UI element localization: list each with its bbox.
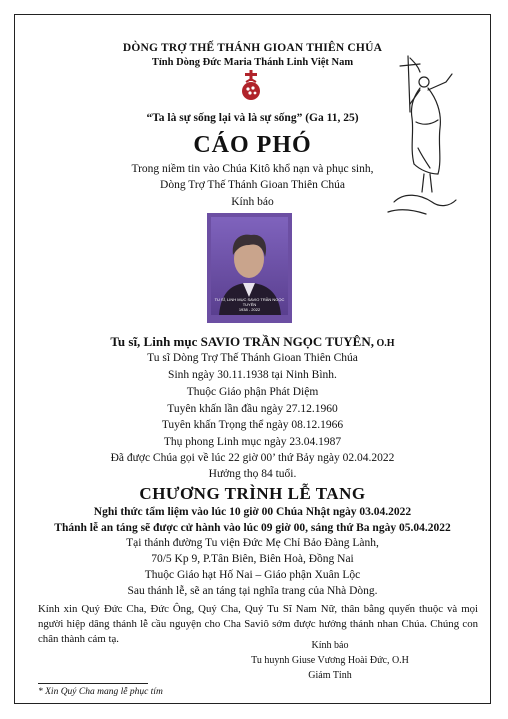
deceased-name <box>14 334 491 350</box>
detail-line-7: Đã được Chúa gọi về lúc 22 giờ 00’ thứ Bảy ngày 02.04.2022 <box>110 452 395 464</box>
portrait-photo <box>207 213 292 323</box>
footnote-divider <box>38 683 148 684</box>
photo-caption-name: TU SĨ, LINH MỤC SAVIO TRẦN NGỌC TUYÊN <box>214 297 285 307</box>
footnote: * Xin Quý Cha mang lễ phục tím <box>38 687 163 697</box>
detail-line-1: Tu sĩ Dòng Trợ Thế Thánh Gioan Thiên Chúa <box>147 352 358 364</box>
photo-caption-years: 1938 - 2022 <box>238 307 261 312</box>
detail-line-4: Tuyên khấn lần đầu ngày 27.12.1960 <box>167 403 338 415</box>
page-title: CÁO PHÓ <box>193 132 312 158</box>
closing-kinh-bao: Kính báo <box>311 640 349 651</box>
closing-paragraph: Kính xin Quý Đức Cha, Đức Ông, Quý Cha, Quý Tu Sĩ Nam Nữ, thân bằng quyến thuộc và mọi người hiệp dâng thánh lễ cầu nguyện cho Cha Saviô sớm được hưởng thánh nhan Chúa. Chúng con chân thành cảm tạ. <box>38 603 478 645</box>
program-location-2: 70/5 Kp 9, P.Tân Biên, Biên Hoà, Đồng Nai <box>151 553 354 565</box>
province-name: Tỉnh Dòng Đức Maria Thánh Linh Việt Nam <box>151 57 354 68</box>
deceased-name-suffix: O.H <box>374 338 395 349</box>
detail-line-2: Sinh ngày 30.11.1938 tại Ninh Bình. <box>168 369 337 381</box>
deceased-name-text: Tu sĩ, Linh mục SAVIO TRẦN NGỌC TUYÊN, <box>110 334 374 349</box>
signer-name: Tu huynh Giuse Vương Hoài Đức, O.H <box>251 655 409 666</box>
program-title: CHƯƠNG TRÌNH LỄ TANG <box>139 484 366 503</box>
detail-line-3: Thuộc Giáo phận Phát Diệm <box>186 386 319 398</box>
detail-line-6: Thụ phong Linh mục ngày 23.04.1987 <box>163 436 342 448</box>
program-location-1: Tại thánh đường Tu viện Đức Mẹ Chỉ Bảo Đàng Lành, <box>126 537 379 549</box>
organization-name: DÒNG TRỢ THẾ THÁNH GIOAN THIÊN CHÚA <box>122 42 383 54</box>
intro-kinh-bao: Kính báo <box>231 196 274 208</box>
detail-line-8: Hưởng thọ 84 tuổi. <box>208 468 297 480</box>
program-location-3: Thuộc Giáo hạt Hố Nai – Giáo phận Xuân Lộc <box>144 569 361 581</box>
detail-line-5: Tuyên khấn Trọng thể ngày 08.12.1966 <box>161 419 344 431</box>
signer-role: Giám Tỉnh <box>308 670 352 681</box>
intro-line-2: Dòng Trợ Thế Thánh Gioan Thiên Chúa <box>160 179 345 191</box>
pomegranate-cross-emblem-icon <box>237 70 265 102</box>
program-location-4: Sau thánh lễ, sẽ an táng tại nghĩa trang của Nhà Dòng. <box>127 585 378 597</box>
scripture-quote: “Ta là sự sống lại và là sự sống” (Ga 11, 25) <box>146 112 359 124</box>
intro-line-1: Trong niềm tin vào Chúa Kitô khổ nạn và phục sinh, <box>131 163 374 175</box>
program-wake: Nghi thức tẩm liệm vào lúc 10 giờ 00 Chúa Nhật ngày 03.04.2022 <box>93 506 412 518</box>
program-mass: Thánh lễ an táng sẽ được cử hành vào lúc 09 giờ 00, sáng thứ Ba ngày 05.04.2022 <box>54 522 451 534</box>
